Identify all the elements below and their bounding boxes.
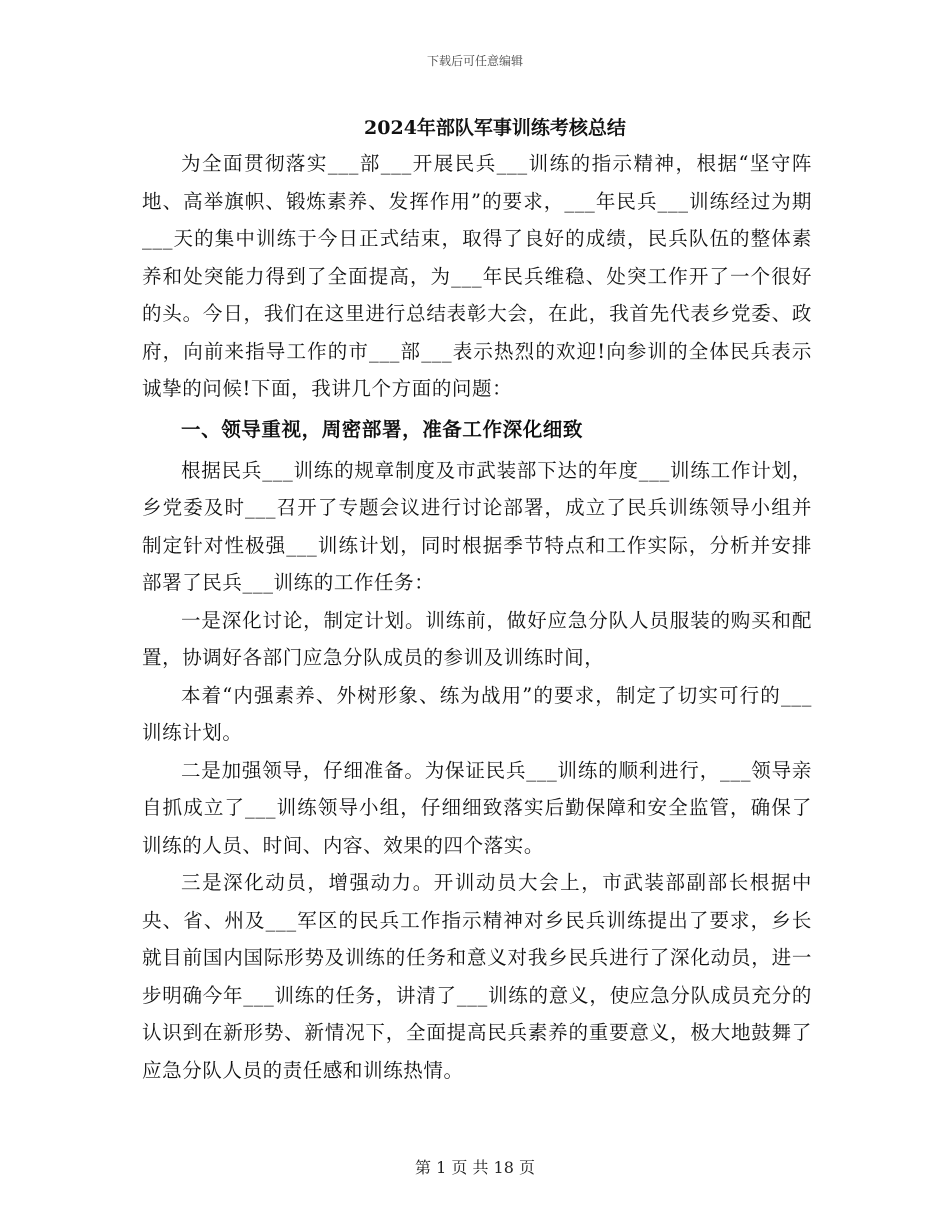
intro-paragraph: 为全面贯彻落实___部___开展民兵___训练的指示精神，根据“坚守阵地、高举旗帜、锻炼素养、发挥作用”的要求，___年民兵___训练经过为期___天的集中训练于今日正式结束，取得了良好的成绩，民兵队伍的整体素养和处突能力得到了全面提高，为___年民兵维稳、处突工作开了一个很好的头。今日，我们在这里进行总结表彰大会，在此，我首先代表乡党委、政府，向前来指导工作的市___部___表示热烈的欢迎!向参训的全体民兵表示诚挚的问候!下面，我讲几个方面的问题： bbox=[142, 152, 812, 400]
document-title: 2024年部队军事训练考核总结 bbox=[364, 117, 626, 139]
section1-paragraph-3: 本着“内强素养、外树形象、练为战用”的要求，制定了切实可行的___训练计划。 bbox=[142, 683, 812, 744]
page-header-note: 下载后可任意编辑 bbox=[426, 54, 523, 68]
section-heading-1: 一、领导重视，周密部署，准备工作深化细致 bbox=[181, 417, 584, 441]
section1-paragraph-2: 一是深化讨论，制定计划。训练前，做好应急分队人员服装的购买和配置，协调好各部门应急分队成员的参训及训练时间， bbox=[142, 608, 812, 669]
section1-paragraph-4: 二是加强领导，仔细准备。为保证民兵___训练的顺利进行，___领导亲自抓成立了___训练领导小组，仔细细致落实后勤保障和安全监管，确保了训练的人员、时间、内容、效果的四个落实。 bbox=[142, 758, 812, 857]
section1-paragraph-5: 三是深化动员，增强动力。开训动员大会上，市武装部副部长根据中央、省、州及___军区的民兵工作指示精神对乡民兵训练提出了要求，乡长就目前国内国际形势及训练的任务和意义对我乡民兵进行了深化动员，进一步明确今年___训练的任务，讲清了___训练的意义，使应急分队成员充分的认识到在新形势、新情况下，全面提高民兵素养的重要意义，极大地鼓舞了应急分队人员的责任感和训练热情。 bbox=[142, 871, 812, 1082]
document-body bbox=[142, 112, 812, 1089]
section1-paragraph-1: 根据民兵___训练的规章制度及市武装部下达的年度___训练工作计划，乡党委及时___召开了专题会议进行讨论部署，成立了民兵训练领导小组并制定针对性极强___训练计划，同时根据季节特点和工作实际，分析并安排部署了民兵___训练的工作任务： bbox=[142, 458, 812, 594]
page-number: 第 1 页 共 18 页 bbox=[415, 1158, 535, 1177]
